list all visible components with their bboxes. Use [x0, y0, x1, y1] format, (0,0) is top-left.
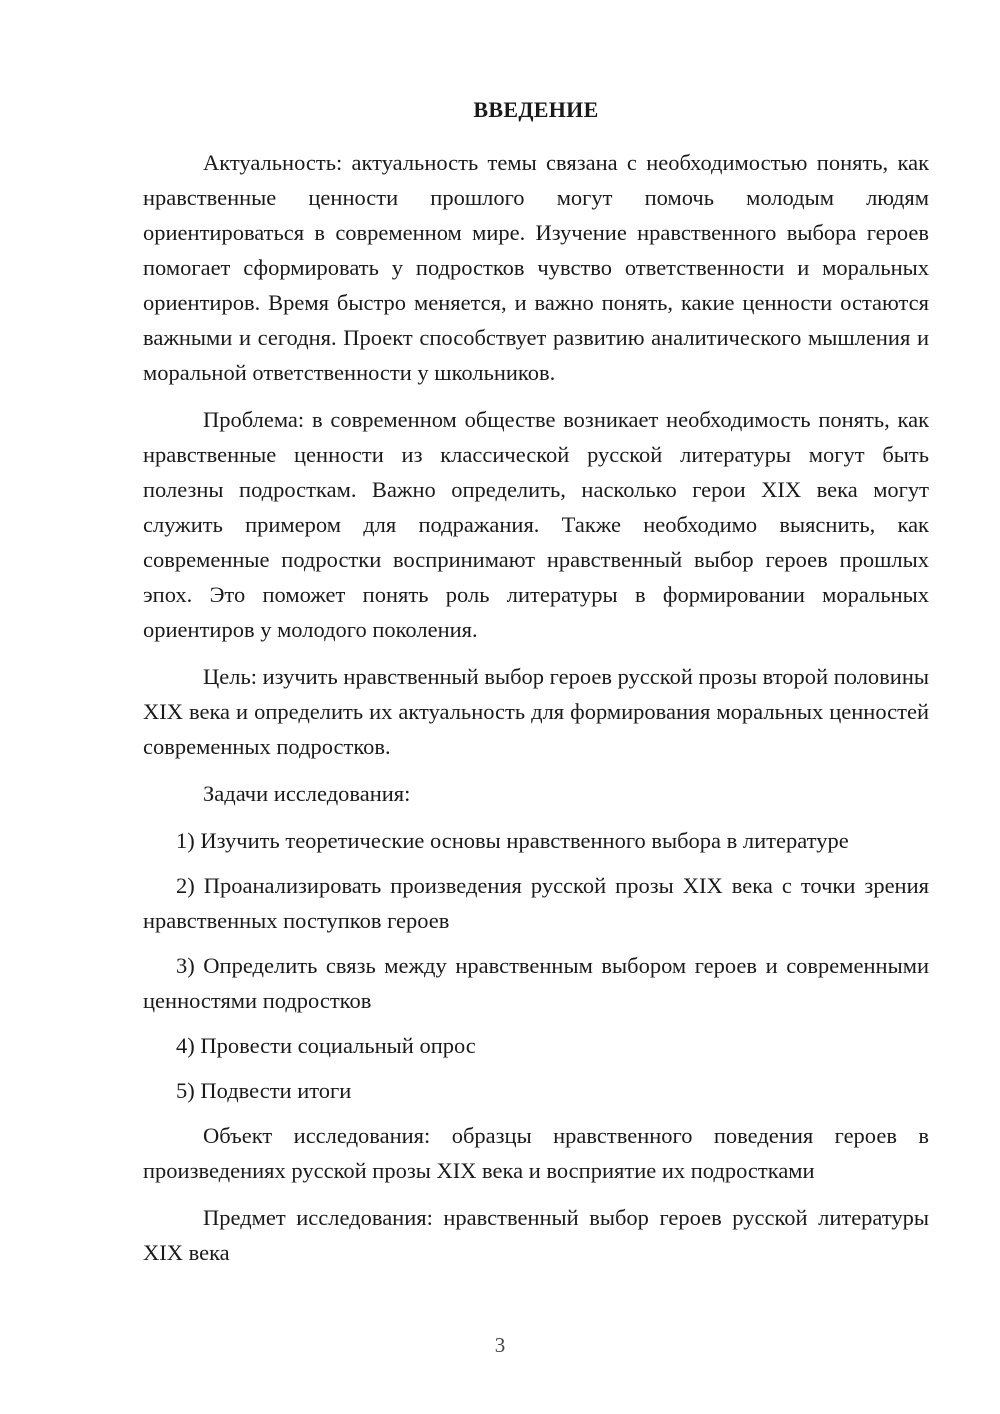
task-item-2: 2) Проанализировать произведения русской прозы XIX века с точки зрения нравственных поступков героев	[143, 873, 929, 933]
task-item-3: 3) Определить связь между нравственным выбором героев и современными ценностями подростков	[143, 953, 929, 1013]
page-content	[143, 95, 929, 1282]
goal-paragraph: Цель: изучить нравственный выбор героев русской прозы второй половины XIX века и определить их актуальность для формирования моральных ценностей современных подростков.	[143, 664, 929, 759]
section-heading: ВВЕДЕНИЕ	[473, 97, 599, 122]
relevance-paragraph: Актуальность: актуальность темы связана с необходимостью понять, как нравственные ценности прошлого могут помочь молодым людям ориентироваться в современном мире. Изучение нравственного выбора героев помогает сформировать у подростков чувство ответственности и моральных ориентиров. Время быстро меняется, и важно понять, какие ценности остаются важными и сегодня. Проект способствует развитию аналитического мышления и моральной ответственности у школьников.	[143, 150, 929, 385]
task-item-5: 5) Подвести итоги	[176, 1078, 352, 1103]
subject-paragraph: Предмет исследования: нравственный выбор героев русской литературы XIX века	[143, 1205, 929, 1265]
problem-paragraph: Проблема: в современном обществе возникает необходимость понять, как нравственные ценности из классической русской литературы могут быть полезны подросткам. Важно определить, насколько герои XIX века могут служить примером для подражания. Также необходимо выяснить, как современные подростки воспринимают нравственный выбор героев прошлых эпох. Это поможет понять роль литературы в формировании моральных ориентиров у молодого поколения.	[143, 407, 929, 642]
object-paragraph: Объект исследования: образцы нравственного поведения героев в произведениях русской прозы XIX века и восприятие их подростками	[143, 1123, 929, 1183]
task-item-4: 4) Провести социальный опрос	[176, 1033, 476, 1058]
tasks-intro: Задачи исследования:	[203, 781, 411, 806]
page-number: 3	[494, 1333, 506, 1357]
task-item-1: 1) Изучить теоретические основы нравственного выбора в литературе	[176, 828, 849, 853]
